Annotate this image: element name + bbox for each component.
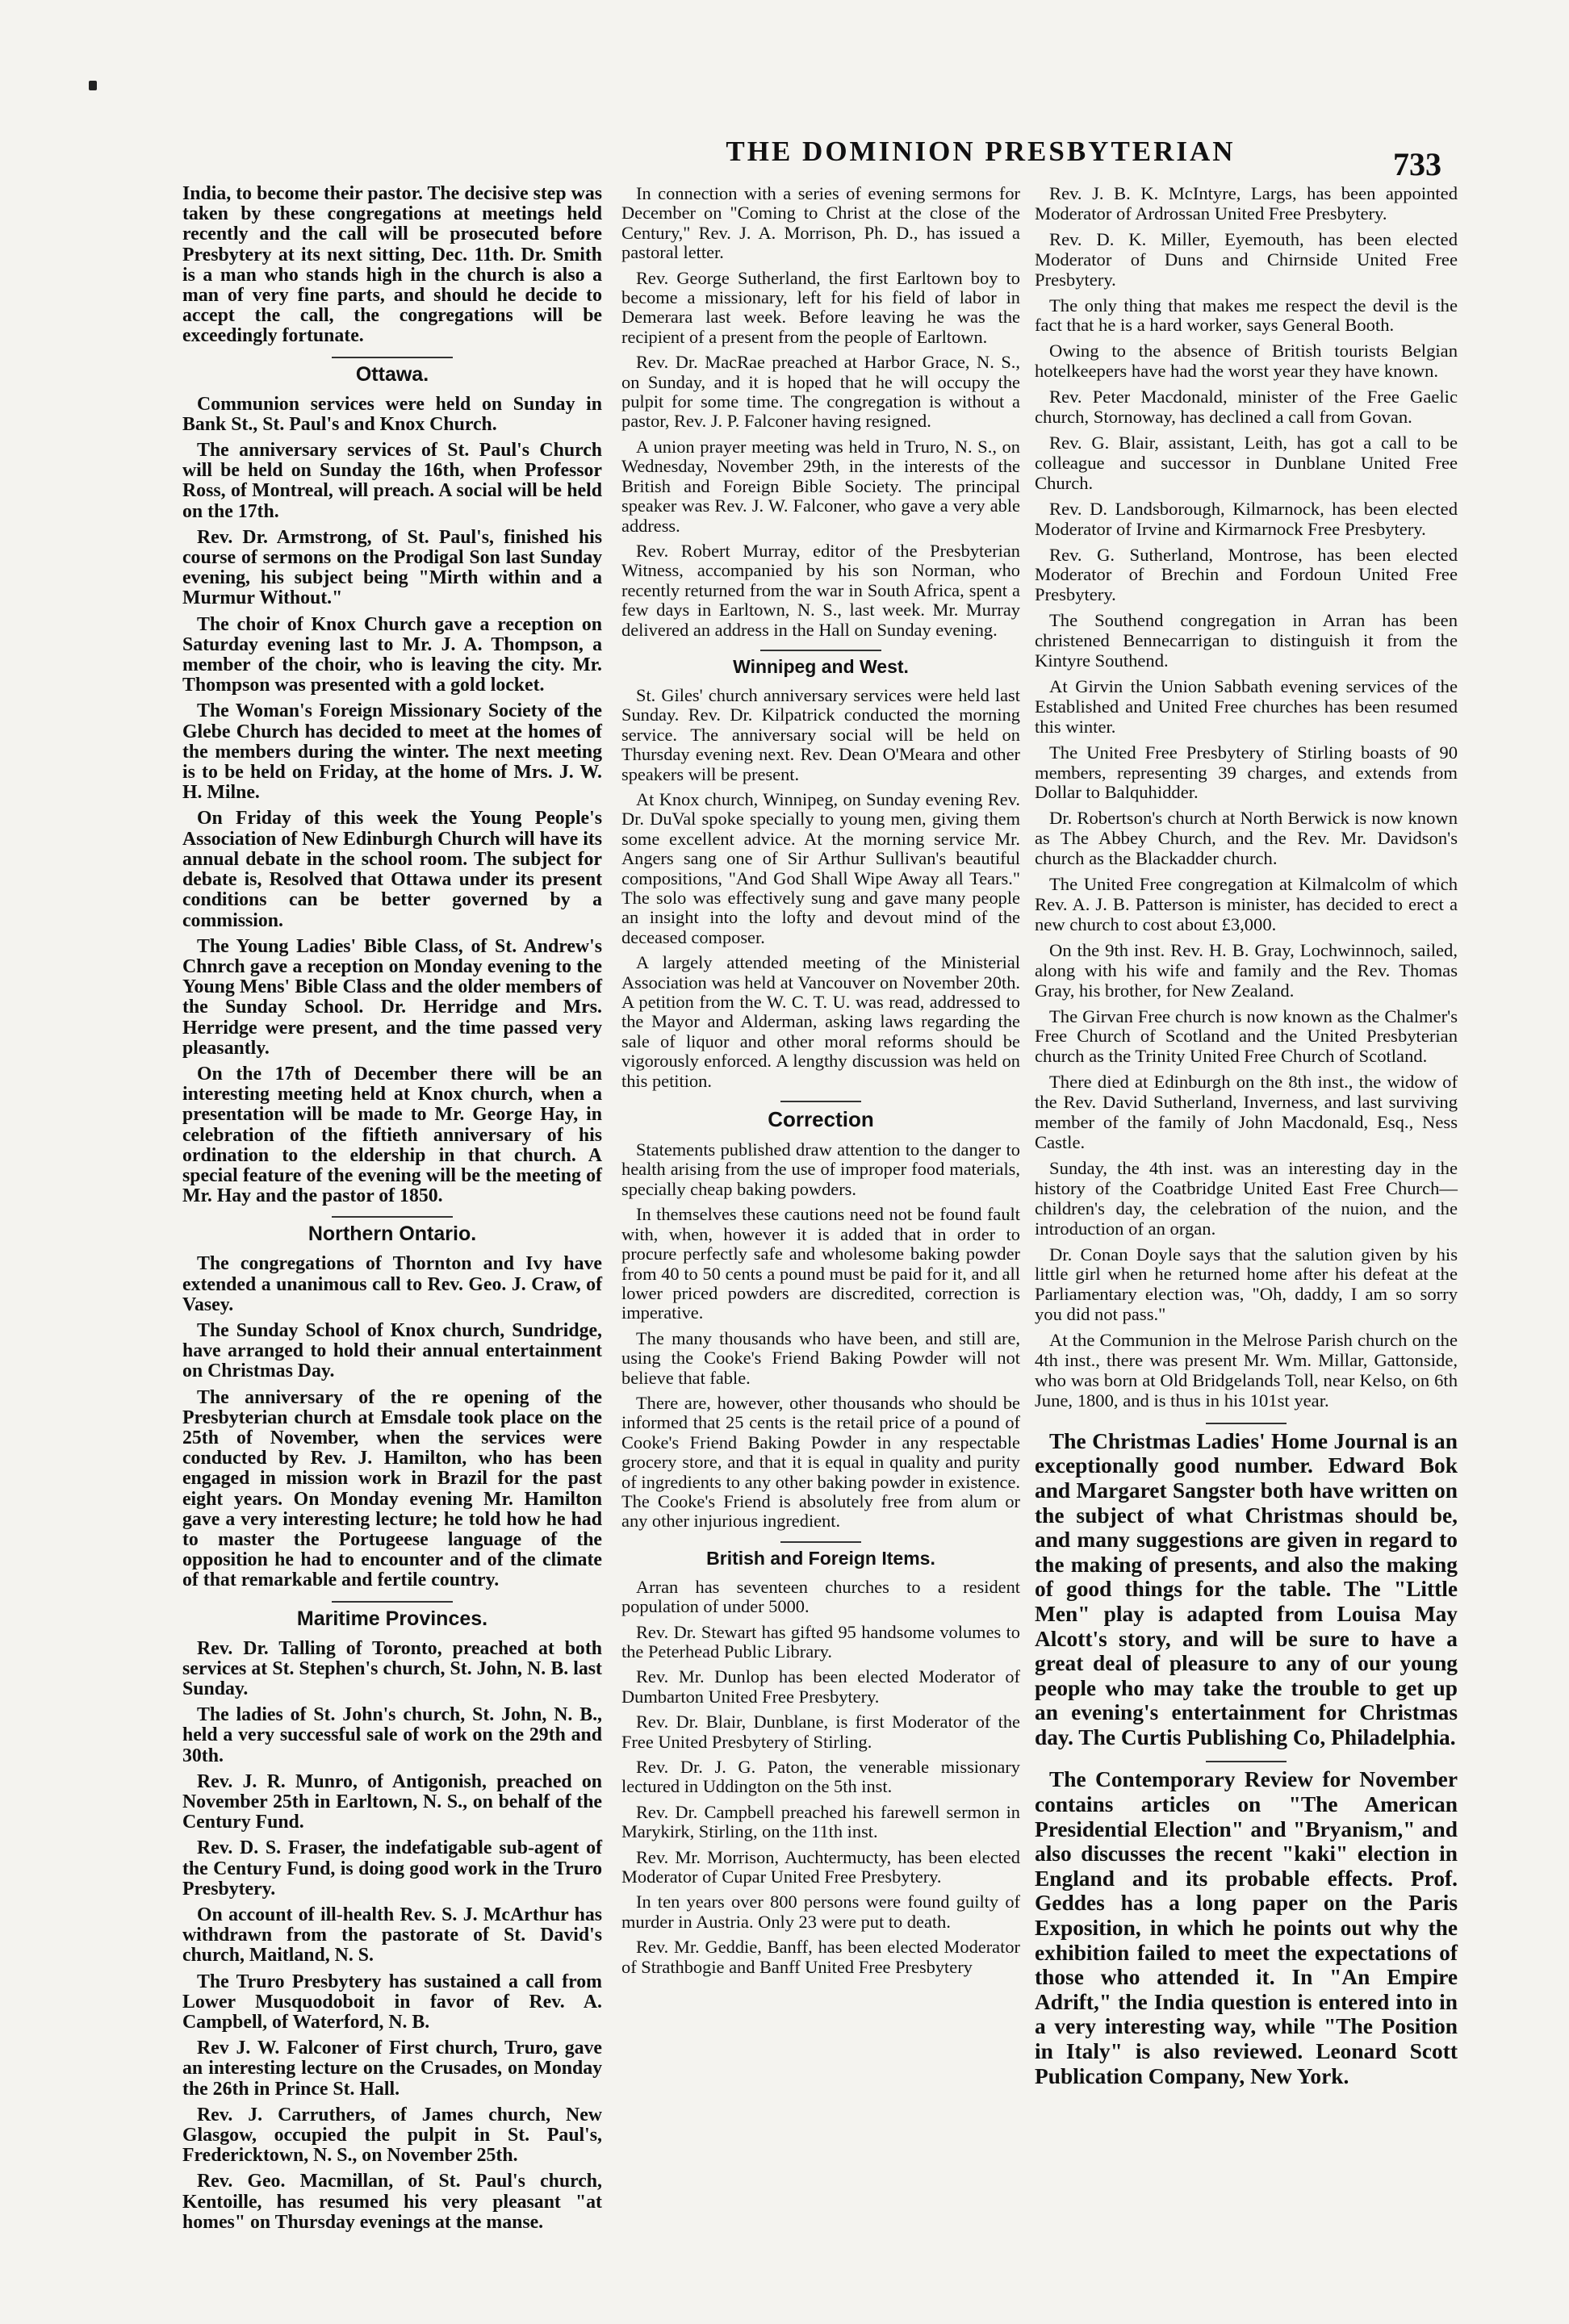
news-item: Statements published draw attention to the danger to health arising from the use of improper food materials, specially cheap baking powders. <box>621 1139 1020 1199</box>
ottawa-section <box>182 395 602 1207</box>
intro-section <box>621 184 1020 640</box>
section-divider <box>332 1216 453 1218</box>
news-item: The Woman's Foreign Missionary Society of the Glebe Church has decided to meet at the homes of the members during the winter. The next meeting is to be held on Friday, at the home of Mrs. J. W. H. Milne. <box>182 700 602 804</box>
column-3 <box>1035 184 1458 2088</box>
news-item: There are, however, other thousands who should be informed that 25 cents is the retail price of a pound of Cooke's Friend Baking Powder in any respectable grocery store, and that it is equal in quality and purity of ingredients to any other baking powder in existence. The Cooke's Friend is absolutely free from alum or any other injurious ingredient. <box>621 1392 1020 1532</box>
running-head: THE DOMINION PRESBYTERIAN <box>726 136 1236 167</box>
news-item: At Knox church, Winnipeg, on Sunday evening Rev. Dr. DuVal spoke specially to young men, giving them some excellent advice. At the morning service Mr. Angers sang one of Sir Arthur Sullivan's beautiful compositions, "And God Shall Wipe Away all Tears." The solo was effectively sung and gave many people an insight into the lofty and devout mind of the deceased composer. <box>621 788 1020 947</box>
news-item: In connection with a series of evening sermons for December on "Coming to Christ at the close of the Century," Rev. J. A. Morrison, Ph. D., has issued a pastoral letter. <box>621 183 1020 263</box>
news-item: In themselves these cautions need not be found fault with, when, however it is added that in order to procure perfectly safe and wholesome baking powder from 40 to 50 cents a pound must be paid for it, and all lower priced powders are discredited, correction is imperative. <box>621 1204 1020 1323</box>
news-item: A union prayer meeting was held in Truro, N. S., on Wednesday, November 29th, in the interests of the British and Foreign Bible Society. The principal speaker was Rev. J. W. Falconer, who gave a very able address. <box>621 436 1020 536</box>
news-item: Sunday, the 4th inst. was an interesting day in the history of the Coatbridge United East Free Church—children's day, the celebration of the nuion, and the introduction of an organ. <box>1035 1157 1458 1239</box>
correction-section <box>621 1140 1020 1532</box>
section-divider <box>780 1541 861 1543</box>
northern-ontario-section <box>182 1254 602 1590</box>
news-item: Owing to the absence of British tourists Belgian hotelkeepers have had the worst year they have known. <box>1035 341 1458 382</box>
news-item: Communion services were held on Sunday in Bank St., St. Paul's and Knox Church. <box>182 393 602 435</box>
section-heading-northern-ontario: Northern Ontario. <box>308 1223 477 1246</box>
news-item: The congregations of Thornton and Ivy have extended a unanimous call to Rev. Geo. J. Craw, of Vasey. <box>182 1253 602 1315</box>
news-item: On account of ill-health Rev. S. J. McArthur has withdrawn from the pastorate of St. David's church, Maitland, N. S. <box>182 1904 602 1967</box>
news-item: Dr. Robertson's church at North Berwick is now known as The Abbey Church, and the Rev. Mr. Davidson's church as the Blackadder church. <box>1035 808 1458 869</box>
news-item: There died at Edinburgh on the 8th inst., the widow of the Rev. David Sutherland, Inverness, and last surviving member of the family of John Macdonald, Esq., Ness Castle. <box>1035 1072 1458 1152</box>
section-divider <box>332 357 453 358</box>
margin-mark <box>89 81 97 90</box>
news-item: The Girvan Free church is now known as the Chalmer's Free Church of Scotland and the United Presbyterian church as the Trinity United Free Church of Scotland. <box>1035 1005 1458 1067</box>
section-heading-ottawa: Ottawa. <box>355 362 429 386</box>
news-item: Rev. Dr. MacRae preached at Harbor Grace, N. S., on Sunday, and it is hoped that he will occupy the pulpit for some time. The congregation is without a pastor, Rev. J. P. Falconer having resigned. <box>621 352 1020 432</box>
section-divider <box>1206 1761 1287 1762</box>
news-item: On the 17th of December there will be an interesting meeting held at Knox church, when a presentation will be made to Mr. George Hay, in celebration of the fiftieth anniversary of his ordination to the eldership in that church. A special feature of the evening will be the meeting of Mr. Hay and the pastor of 1850. <box>182 1063 602 1207</box>
news-item: Rev. J. B. K. McIntyre, Largs, has been appointed Moderator of Ardrossan United Free Presbytery. <box>1035 183 1458 224</box>
section-heading-british-foreign: British and Foreign Items. <box>706 1547 935 1569</box>
news-item: Rev. Dr. J. G. Paton, the venerable missionary lectured in Uddington on the 5th inst. <box>621 1757 1020 1797</box>
news-item: Arran has seventeen churches to a resident population of under 5000. <box>621 1576 1020 1617</box>
british-foreign-section <box>621 1578 1020 1977</box>
news-item: On the 9th inst. Rev. H. B. Gray, Lochwinnoch, sailed, along with his wife and family and the Rev. Thomas Gray, his brother, for New Zealand. <box>1035 939 1458 1001</box>
section-divider <box>780 1101 861 1102</box>
news-item: A largely attended meeting of the Ministerial Association was held at Vancouver on November 20th. A petition from the W. C. T. U. was read, addressed to the Mayor and Alderman, asking laws regarding the sale of liquor and other moral reforms should be vigorously enforced. A lengthy discussion was held on this petition. <box>621 952 1020 1091</box>
news-item: The ladies of St. John's church, St. John, N. B., held a very successful sale of work on the 29th and 30th. <box>182 1704 602 1766</box>
news-item: Rev. Geo. Macmillan, of St. Paul's church, Kentoille, has resumed his very pleasant "at homes" on Thursday evenings at the manse. <box>182 2171 602 2233</box>
column-2 <box>621 184 1020 1983</box>
news-item: The anniversary of the re opening of the Presbyterian church at Emsdale took place on the 25th of November, when the services were conducted by Rev. J. Hamilton, who has been engaged in mission work in Brazil for the past eight years. On Monday evening Mr. Hamilton gave a very interesting lecture; he told how he had to master the Portugeese language of the opposition he had to encounter and of the climate of that remarkable and fertile country. <box>182 1386 602 1591</box>
section-divider <box>332 1601 453 1603</box>
section-divider <box>760 650 881 651</box>
news-item: Rev. J. R. Munro, of Antigonish, preached on November 25th in Earltown, N. S., on behalf of the Century Fund. <box>182 1770 602 1833</box>
news-item: The Truro Presbytery has sustained a call from Lower Musquodoboit in favor of Rev. A. Campbell, of Waterford, N. B. <box>182 1971 602 2034</box>
british-items-continued <box>1035 184 1458 1411</box>
news-item: Rev. Mr. Geddie, Banff, has been elected Moderator of Strathbogie and Banff United Free Presbytery <box>621 1937 1020 1977</box>
news-item: Rev. George Sutherland, the first Earltown boy to become a missionary, left for his field of labor in Demerara last week. Before leaving he was the recipient of a present from the people of Earltown. <box>621 267 1020 347</box>
section-heading-correction: Correction <box>768 1107 874 1132</box>
news-item: At the Communion in the Melrose Parish church on the 4th inst., there was present Mr. Wm. Millar, Gattonside, who was born at Old Bridgelands Toll, near Kelso, on 6th June, 1800, and is thus in his 101st year. <box>1035 1330 1458 1411</box>
news-item: The Southend congregation in Arran has been christened Bennecarrigan to distinguish it from the Kintyre Southend. <box>1035 610 1458 671</box>
ladies-home-journal-notice: The Christmas Ladies' Home Journal is an exceptionally good number. Edward Bok and Margaret Sangster both have written on the subject of what Christmas should be, and many suggestions are given in regard to the making of presents, and also the making of good things for the table. The "Little Men" play is adapted from Louisa May Alcott's story, and will be sure to have a great deal of pleasure to any of our young people who may take the trouble to get up an evening's entertainment for Christmas day. The Curtis Publishing Co, Philadelphia. <box>1035 1428 1458 1749</box>
news-item: Rev. D. K. Miller, Eyemouth, has been elected Moderator of Duns and Chirnside United Free Presbytery. <box>1035 228 1458 290</box>
news-item: The only thing that makes me respect the devil is the fact that he is a hard worker, says General Booth. <box>1035 295 1458 336</box>
news-item: Rev. G. Sutherland, Montrose, has been elected Moderator of Brechin and Fordoun United Free Presbytery. <box>1035 544 1458 605</box>
page-number: 733 <box>1393 146 1441 182</box>
news-item: Rev J. W. Falconer of First church, Truro, gave an interesting lecture on the Crusades, on Monday the 26th in Prince St. Hall. <box>182 2038 602 2100</box>
column-1 <box>182 184 602 2238</box>
news-item: The many thousands who have been, and still are, using the Cooke's Friend Baking Powder will not believe that fable. <box>621 1327 1020 1388</box>
news-item: Rev. D. S. Fraser, the indefatigable sub-agent of the Century Fund, is doing good work in the Truro Presbytery. <box>182 1837 602 1900</box>
news-item: Rev. Dr. Talling of Toronto, preached at both services at St. Stephen's church, St. John, N. B. last Sunday. <box>182 1637 602 1699</box>
intro-paragraph: India, to become their pastor. The decisive step was taken by these congregations at meetings held recently and the call will be prosecuted before Presbytery at its next sitting, Dec. 11th. Dr. Smith is a man who stands high in the church is also a man of very fine parts, and should he decide to accept the call, the congregations will be exceedingly fortunate. <box>182 183 602 347</box>
news-item: The choir of Knox Church gave a reception on Saturday evening last to Mr. J. A. Thompson, a member of the choir, who is leaving the city. Mr. Thompson was presented with a gold locket. <box>182 613 602 696</box>
winnipeg-section <box>621 686 1020 1091</box>
news-item: The United Free Presbytery of Stirling boasts of 90 members, representing 39 charges, and extends from Dollar to Balquhidder. <box>1035 742 1458 803</box>
news-item: Rev. G. Blair, assistant, Leith, has got a call to be colleague and successor in Dunblane United Free Church. <box>1035 432 1458 493</box>
news-item: The United Free congregation at Kilmalcolm of which Rev. A. J. B. Patterson is minister, has decided to erect a new church to cost about £3,000. <box>1035 874 1458 934</box>
section-heading-maritime-provinces: Maritime Provinces. <box>296 1607 488 1630</box>
news-item: Rev. Mr. Dunlop has been elected Moderator of Dumbarton United Free Presbytery. <box>621 1666 1020 1707</box>
news-item: Rev. Dr. Blair, Dunblane, is first Moderator of the Free United Presbytery of Stirling. <box>621 1712 1020 1752</box>
news-item: Rev. Peter Macdonald, minister of the Free Gaelic church, Stornoway, has declined a call from Govan. <box>1035 387 1458 428</box>
news-item: Rev. Robert Murray, editor of the Presbyterian Witness, accompanied by his son Norman, who recently returned from the war in South Africa, spent a few days in Earltown, N. S., last week. Mr. Murray delivered an address in the Hall on Sunday evening. <box>621 540 1020 640</box>
news-item: Rev. Dr. Campbell preached his farewell sermon in Marykirk, Stirling, on the 11th inst. <box>621 1801 1020 1842</box>
news-item: In ten years over 800 persons were found guilty of murder in Austria. Only 23 were put to death. <box>621 1891 1020 1932</box>
section-heading-winnipeg: Winnipeg and West. <box>733 655 909 677</box>
news-item: The Young Ladies' Bible Class, of St. Andrew's Chnrch gave a reception on Monday evening to the Young Mens' Bible Class and the older members of the Sunday School. Dr. Herridge and Mrs. Herridge were present, and the time passed very pleasantly. <box>182 935 602 1059</box>
contemporary-review-notice: The Contemporary Review for November contains articles on "The American Presidential Election" and "Bryanism," and also discusses the recent "kaki" election in England and its probable effects. Prof. Geddes has a long paper on the Paris Exposition, in which he points out why the exhibition failed to meet the expectations of those who attended it. In "An Empire Adrift," the India question is entered into in a very interesting way, while "The Position in Italy" is also reviewed. Leonard Scott Publication Company, New York. <box>1035 1767 1458 2088</box>
news-item: On Friday of this week the Young People's Association of New Edinburgh Church will have its annual debate in the school room. The subject for debate is, Resolved that Ottawa under its present conditions can be better governed by a commission. <box>182 808 602 931</box>
news-item: The Sunday School of Knox church, Sundridge, have arranged to hold their annual entertainment on Christmas Day. <box>182 1319 602 1382</box>
news-item: Rev. Dr. Armstrong, of St. Paul's, finished his course of sermons on the Prodigal Son last Sunday evening, his subject being "Mirth within and a Murmur Without." <box>182 526 602 609</box>
news-item: Rev. J. Carruthers, of James church, New Glasgow, occupied the pulpit in St. Paul's, Fredericktown, N. S., on November 25th. <box>182 2104 602 2167</box>
news-item: Rev. Dr. Stewart has gifted 95 handsome volumes to the Peterhead Public Library. <box>621 1621 1020 1661</box>
news-item: Dr. Conan Doyle says that the salution given by his little girl when he returned home after his defeat at the Parliamentary election was, "Oh, daddy, I am so sorry you did not pass." <box>1035 1244 1458 1325</box>
news-item: The anniversary services of St. Paul's Church will be held on Sunday the 16th, when Professor Ross, of Montreal, will preach. A social will be held on the 17th. <box>182 440 602 522</box>
news-item: Rev. D. Landsborough, Kilmarnock, has been elected Moderator of Irvine and Kirmarnock Free Presbytery. <box>1035 498 1458 539</box>
maritime-section <box>182 1639 602 2233</box>
news-item: St. Giles' church anniversary services were held last Sunday. Rev. Dr. Kilpatrick conducted the morning service. The anniversary social will be held on Thursday evening next. Rev. Dean O'Meara and other speakers will be present. <box>621 684 1020 784</box>
section-divider <box>1206 1423 1287 1424</box>
news-item: Rev. Mr. Morrison, Auchtermucty, has been elected Moderator of Cupar United Free Presbytery. <box>621 1846 1020 1887</box>
news-item: At Girvin the Union Sabbath evening services of the Established and United Free churches has been resumed this winter. <box>1035 675 1458 737</box>
